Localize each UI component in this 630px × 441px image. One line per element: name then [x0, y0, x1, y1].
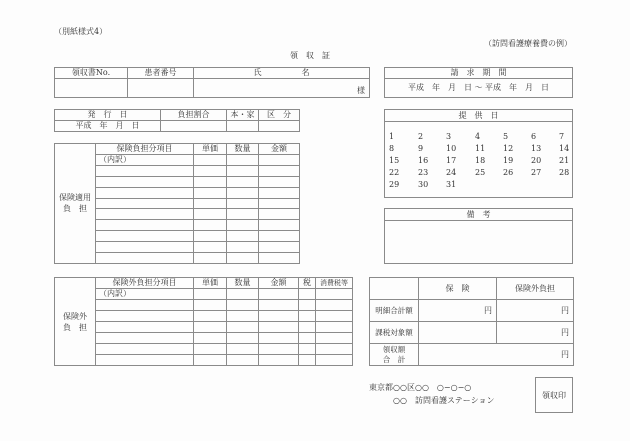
- table-cell[interactable]: [259, 176, 300, 187]
- table-cell[interactable]: [96, 220, 194, 231]
- table-cell[interactable]: [259, 165, 300, 176]
- remarks-header: 備 考: [385, 209, 572, 221]
- insured-family-field[interactable]: [227, 121, 259, 132]
- table-cell[interactable]: [194, 322, 227, 333]
- table-cell[interactable]: [259, 355, 299, 366]
- table-cell[interactable]: [227, 300, 259, 311]
- calendar-day[interactable]: 6: [531, 132, 537, 141]
- table-cell[interactable]: [227, 165, 259, 176]
- calendar-day[interactable]: 17: [446, 156, 457, 165]
- insurance-burden-table: [54, 143, 300, 264]
- taxable-amount-label: 課税対象額: [370, 322, 419, 344]
- table-cell[interactable]: [194, 187, 227, 198]
- consumption-tax-header: 消費税等: [316, 278, 353, 289]
- table-cell[interactable]: [227, 220, 259, 231]
- table-cell[interactable]: [96, 165, 194, 176]
- calendar-day[interactable]: 30: [418, 180, 429, 189]
- insurance-item-header: 保険負担分項目: [96, 144, 194, 155]
- table-cell[interactable]: [227, 355, 259, 366]
- table-cell[interactable]: [299, 344, 316, 355]
- table-cell[interactable]: [96, 344, 194, 355]
- calendar-day[interactable]: 23: [418, 168, 429, 177]
- issuer-name: ○○ 訪問看護ステーション: [393, 396, 495, 405]
- receipt-no-field[interactable]: [55, 79, 128, 98]
- table-cell[interactable]: [259, 198, 300, 209]
- table-cell[interactable]: [259, 289, 299, 300]
- patient-number-header: 患者番号: [128, 68, 194, 79]
- table-cell[interactable]: [96, 253, 194, 264]
- receipt-total-label: [370, 344, 419, 366]
- table-cell[interactable]: [194, 231, 227, 242]
- table-cell[interactable]: [96, 176, 194, 187]
- service-days-header: 提 供 日: [385, 110, 572, 122]
- calendar-day[interactable]: 29: [389, 180, 400, 189]
- table-cell[interactable]: [194, 289, 227, 300]
- non-insurance-col-header: 保険外負担: [497, 278, 574, 300]
- billing-period-field[interactable]: 平成 年 月 日 〜 平成 年 月 日: [385, 79, 573, 98]
- table-cell[interactable]: [316, 344, 353, 355]
- table-cell[interactable]: [259, 300, 299, 311]
- patient-name-field[interactable]: [194, 79, 370, 98]
- calendar-day[interactable]: 24: [446, 168, 457, 177]
- calendar-day[interactable]: 27: [531, 168, 542, 177]
- calendar-day[interactable]: 3: [446, 132, 452, 141]
- non-insurance-side-label-line2: 負 担: [63, 322, 87, 332]
- table-row: [55, 322, 353, 333]
- table-cell[interactable]: [96, 322, 194, 333]
- table-cell[interactable]: [259, 253, 300, 264]
- table-cell[interactable]: [194, 311, 227, 322]
- table-cell[interactable]: [299, 322, 316, 333]
- calendar-day[interactable]: 26: [503, 168, 514, 177]
- calendar-day[interactable]: 11: [475, 144, 486, 153]
- table-cell[interactable]: [227, 176, 259, 187]
- table-cell[interactable]: [316, 311, 353, 322]
- calendar-day[interactable]: 12: [503, 144, 514, 153]
- calendar-day[interactable]: 21: [559, 156, 570, 165]
- page-title: 領 収 証: [290, 51, 330, 60]
- table-cell[interactable]: [259, 231, 300, 242]
- calendar-week: [385, 180, 572, 192]
- table-cell[interactable]: [259, 187, 300, 198]
- calendar-day[interactable]: 8: [389, 144, 395, 153]
- table-cell[interactable]: [194, 253, 227, 264]
- calendar-day[interactable]: 20: [531, 156, 542, 165]
- table-cell[interactable]: [227, 253, 259, 264]
- table-cell[interactable]: [194, 176, 227, 187]
- insurance-col-header: 保 険: [419, 278, 497, 300]
- table-cell[interactable]: [96, 300, 194, 311]
- receipt-stamp-box: [535, 377, 573, 413]
- table-cell[interactable]: [96, 311, 194, 322]
- table-cell[interactable]: [259, 344, 299, 355]
- unit-price-header: 単価: [194, 144, 227, 155]
- table-cell[interactable]: [194, 209, 227, 220]
- table-cell[interactable]: [194, 355, 227, 366]
- table-cell[interactable]: [227, 155, 259, 166]
- calendar-week: [385, 132, 572, 144]
- table-cell[interactable]: [259, 242, 300, 253]
- table-row: [55, 311, 353, 322]
- table-cell[interactable]: [96, 187, 194, 198]
- billing-period-header: 請 求 期 間: [385, 68, 573, 79]
- breakdown-note[interactable]: （内訳）: [96, 155, 194, 166]
- receipt-stamp-label: 領収印: [542, 390, 566, 400]
- table-cell[interactable]: [194, 300, 227, 311]
- calendar-week: [385, 144, 572, 156]
- table-cell[interactable]: [259, 209, 300, 220]
- table-cell[interactable]: [194, 198, 227, 209]
- patient-info-table: [54, 67, 370, 98]
- table-cell[interactable]: [227, 289, 259, 300]
- table-row: [55, 355, 353, 366]
- calendar-day[interactable]: 9: [418, 144, 424, 153]
- table-cell[interactable]: [299, 289, 316, 300]
- calendar-day[interactable]: 10: [446, 144, 457, 153]
- table-cell[interactable]: [299, 333, 316, 344]
- insurance-side-label-line2: 負 担: [63, 204, 87, 214]
- burden-ratio-header: 負担割合: [161, 110, 227, 121]
- calendar-day[interactable]: 14: [559, 144, 570, 153]
- table-cell[interactable]: [227, 198, 259, 209]
- service-days-box: [384, 109, 573, 198]
- issuer-address: 東京都○○区○○ ○−○−○: [369, 383, 472, 392]
- detail-total-insurance-field[interactable]: 円: [419, 300, 497, 322]
- table-cell[interactable]: [96, 242, 194, 253]
- category-header: 区 分: [259, 110, 300, 121]
- table-cell[interactable]: [316, 300, 353, 311]
- issue-date-header: 発 行 日: [55, 110, 161, 121]
- table-cell[interactable]: [194, 344, 227, 355]
- table-cell[interactable]: [227, 209, 259, 220]
- tax-header: 税: [299, 278, 316, 289]
- calendar-day[interactable]: 1: [389, 132, 395, 141]
- patient-number-field[interactable]: [128, 79, 194, 98]
- insurance-side-label-line1: 保険適用: [59, 193, 91, 203]
- calendar-day[interactable]: 25: [475, 168, 486, 177]
- non-insurance-burden-table: [54, 277, 353, 366]
- table-row: [55, 300, 353, 311]
- table-cell[interactable]: [194, 165, 227, 176]
- table-cell[interactable]: [259, 155, 300, 166]
- receipt-total-label-line2: 合 計: [382, 354, 406, 364]
- calendar-day[interactable]: 13: [531, 144, 542, 153]
- detail-total-non-insurance-field[interactable]: 円: [497, 300, 574, 322]
- calendar-day[interactable]: 5: [503, 132, 509, 141]
- calendar-day[interactable]: 4: [475, 132, 481, 141]
- remarks-field[interactable]: [385, 221, 572, 265]
- unit-price-header: 単価: [194, 278, 227, 289]
- receipt-no-header: 領収書No.: [55, 68, 128, 79]
- patient-name-header: 氏 名: [194, 68, 370, 79]
- taxable-amount-insurance-field[interactable]: [419, 322, 497, 344]
- table-cell[interactable]: [96, 333, 194, 344]
- service-days-calendar: [385, 132, 572, 192]
- breakdown-note[interactable]: （内訳）: [96, 289, 194, 300]
- table-cell[interactable]: [194, 155, 227, 166]
- remarks-box: [384, 208, 573, 264]
- calendar-day[interactable]: 18: [475, 156, 486, 165]
- non-insurance-side-label: [55, 278, 96, 366]
- table-cell[interactable]: [316, 322, 353, 333]
- calendar-day[interactable]: 7: [559, 132, 565, 141]
- table-cell[interactable]: [227, 242, 259, 253]
- summary-corner: [370, 278, 419, 300]
- form-label: （別紙様式4）: [54, 27, 108, 36]
- receipt-total-field[interactable]: 円: [419, 344, 574, 366]
- insured-family-header: 本・家: [227, 110, 259, 121]
- amount-header: 金額: [259, 144, 300, 155]
- table-cell[interactable]: [316, 333, 353, 344]
- non-insurance-item-header: 保険外負担分項目: [96, 278, 194, 289]
- table-cell[interactable]: [316, 289, 353, 300]
- table-cell[interactable]: [194, 242, 227, 253]
- table-cell[interactable]: [227, 231, 259, 242]
- calendar-week: [385, 156, 572, 168]
- table-cell[interactable]: [96, 231, 194, 242]
- taxable-amount-non-insurance-field[interactable]: 円: [497, 322, 574, 344]
- calendar-day[interactable]: 15: [389, 156, 400, 165]
- quantity-header: 数量: [227, 144, 259, 155]
- table-cell[interactable]: [227, 187, 259, 198]
- summary-table: [369, 277, 574, 366]
- table-cell[interactable]: [227, 333, 259, 344]
- table-cell[interactable]: [316, 355, 353, 366]
- table-cell[interactable]: [259, 333, 299, 344]
- detail-total-label: 明細合計額: [370, 300, 419, 322]
- table-cell[interactable]: [194, 220, 227, 231]
- table-row: [55, 344, 353, 355]
- table-cell[interactable]: [299, 355, 316, 366]
- category-field[interactable]: [259, 121, 300, 132]
- table-cell[interactable]: [227, 311, 259, 322]
- receipt-total-label-line1: 領収額: [382, 344, 406, 354]
- billing-period-table: [384, 67, 573, 98]
- calendar-day[interactable]: 16: [418, 156, 429, 165]
- table-cell[interactable]: [299, 300, 316, 311]
- calendar-day[interactable]: 22: [389, 168, 400, 177]
- honorific: 様: [357, 86, 365, 95]
- calendar-week: [385, 168, 572, 180]
- table-cell[interactable]: [259, 322, 299, 333]
- table-cell[interactable]: [259, 220, 300, 231]
- insurance-side-label: [55, 144, 96, 264]
- calendar-day[interactable]: 31: [446, 180, 457, 189]
- burden-ratio-field[interactable]: [161, 121, 227, 132]
- table-cell[interactable]: [227, 344, 259, 355]
- calendar-day[interactable]: 2: [418, 132, 424, 141]
- amount-header: 金額: [259, 278, 299, 289]
- non-insurance-side-label-line1: 保険外: [63, 311, 87, 321]
- table-cell[interactable]: [299, 311, 316, 322]
- table-cell[interactable]: [227, 322, 259, 333]
- table-cell[interactable]: [259, 311, 299, 322]
- quantity-header: 数量: [227, 278, 259, 289]
- calendar-day[interactable]: 19: [503, 156, 514, 165]
- table-cell[interactable]: [96, 209, 194, 220]
- table-cell[interactable]: [96, 355, 194, 366]
- table-cell[interactable]: [96, 198, 194, 209]
- table-cell[interactable]: [194, 333, 227, 344]
- issue-date-field[interactable]: 平成 年 月 日: [55, 121, 161, 132]
- issue-info-table: [54, 109, 300, 132]
- calendar-day[interactable]: 28: [559, 168, 570, 177]
- example-label: （訪問看護療養費の例）: [484, 39, 572, 48]
- table-row: [55, 333, 353, 344]
